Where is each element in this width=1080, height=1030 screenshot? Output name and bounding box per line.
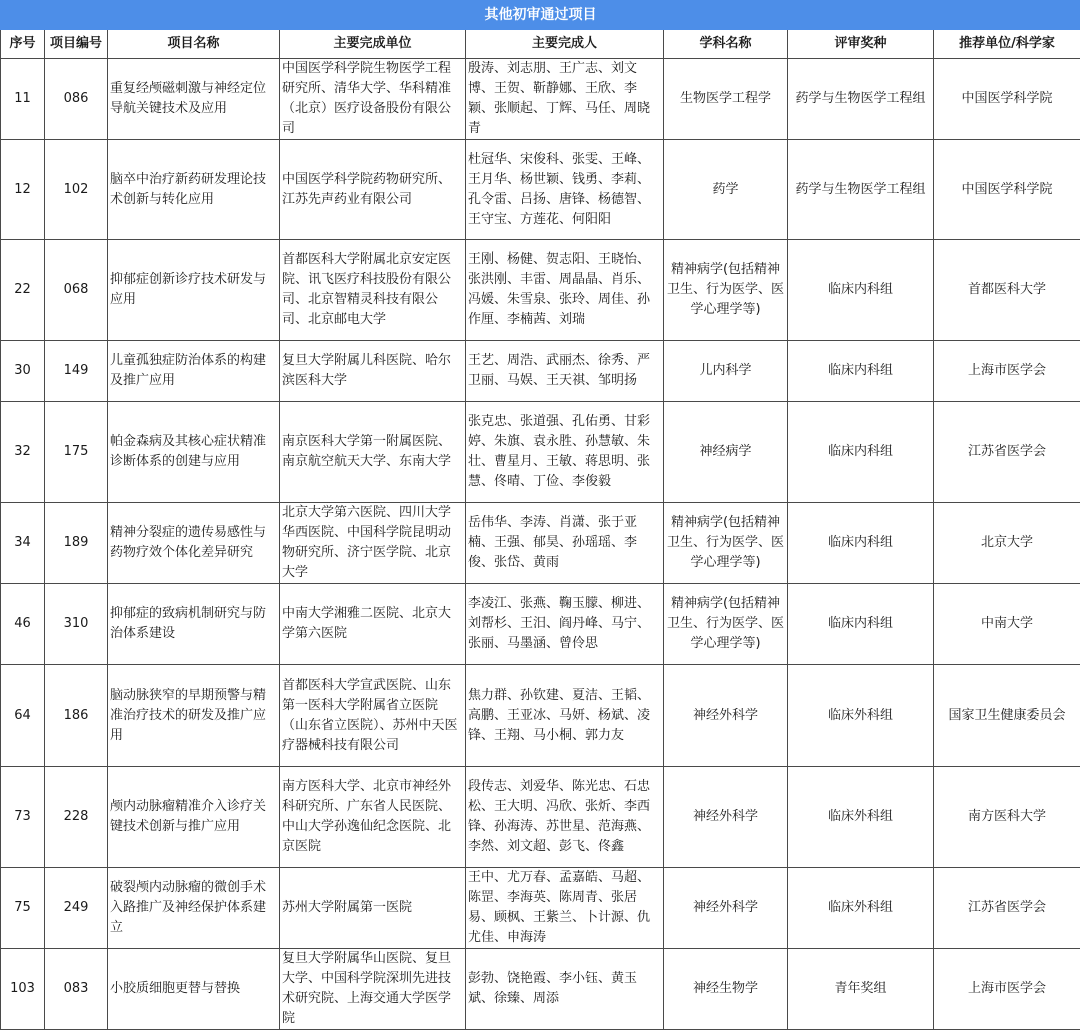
- table-body: [1, 59, 1080, 1030]
- cell-units: 复旦大学附属儿科医院、哈尔滨医科大学: [280, 341, 466, 402]
- cell-persons: 杜冠华、宋俊科、张雯、王峰、王月华、杨世颖、钱勇、李莉、孔令雷、吕扬、唐锋、杨德智、王守宝、方莲花、何阳阳: [466, 140, 664, 240]
- cell-discipline: 药学: [664, 140, 788, 240]
- title-row: [1, 1, 1080, 30]
- cell-code: 068: [45, 240, 108, 341]
- header-name: 项目名称: [108, 30, 280, 59]
- cell-name: 抑郁症的致病机制研究与防治体系建设: [108, 584, 280, 665]
- header-award: 评审奖种: [788, 30, 934, 59]
- header-code: 项目编号: [45, 30, 108, 59]
- cell-award: 临床内科组: [788, 240, 934, 341]
- cell-discipline: 神经生物学: [664, 949, 788, 1030]
- cell-discipline: 神经病学: [664, 402, 788, 503]
- cell-persons: 王中、尤万春、孟嘉皓、马超、陈罡、李海英、陈周青、张居易、顾枫、王紫兰、卜计源、仇尤佳、申海涛: [466, 868, 664, 949]
- header-discipline: 学科名称: [664, 30, 788, 59]
- cell-units: 北京大学第六医院、四川大学华西医院、中国科学院昆明动物研究所、济宁医学院、北京大学: [280, 503, 466, 584]
- cell-seq: 103: [1, 949, 45, 1030]
- cell-award: 临床外科组: [788, 767, 934, 868]
- cell-discipline: 精神病学(包括精神卫生、行为医学、医学心理学等): [664, 503, 788, 584]
- cell-persons: 李凌江、张燕、鞠玉朦、柳进、刘帮杉、王汨、阎丹峰、马宁、张丽、马墨涵、曾伶思: [466, 584, 664, 665]
- table-row: [1, 949, 1080, 1030]
- cell-seq: 22: [1, 240, 45, 341]
- cell-award: 青年奖组: [788, 949, 934, 1030]
- cell-discipline: 精神病学(包括精神卫生、行为医学、医学心理学等): [664, 584, 788, 665]
- cell-code: 189: [45, 503, 108, 584]
- cell-award: 临床外科组: [788, 665, 934, 767]
- cell-persons: 段传志、刘爱华、陈光忠、石忠松、王大明、冯欣、张炘、李西锋、孙海涛、苏世星、范海燕、李然、刘文超、彭飞、佟鑫: [466, 767, 664, 868]
- cell-seq: 75: [1, 868, 45, 949]
- cell-persons: 张克忠、张道强、孔佑勇、甘彩婷、朱旗、袁永胜、孙慧敏、朱壮、曹星月、王敏、蒋思明、张慧、佟晴、丁俭、李俊毅: [466, 402, 664, 503]
- table-row: [1, 240, 1080, 341]
- header-persons: 主要完成人: [466, 30, 664, 59]
- cell-persons: 王刚、杨健、贺志阳、王晓怡、张洪刚、丰雷、周晶晶、肖乐、冯媛、朱雪泉、张玲、周佳、孙作厘、李楠茜、刘瑞: [466, 240, 664, 341]
- cell-name: 帕金森病及其核心症状精准诊断体系的创建与应用: [108, 402, 280, 503]
- cell-seq: 30: [1, 341, 45, 402]
- cell-units: 南方医科大学、北京市神经外科研究所、广东省人民医院、中山大学孙逸仙纪念医院、北京医院: [280, 767, 466, 868]
- cell-seq: 34: [1, 503, 45, 584]
- cell-name: 小胶质细胞更替与替换: [108, 949, 280, 1030]
- table-title: 其他初审通过项目: [1, 1, 1080, 30]
- cell-units: 苏州大学附属第一医院: [280, 868, 466, 949]
- table-row: [1, 140, 1080, 240]
- cell-award: 临床内科组: [788, 402, 934, 503]
- header-recommender: 推荐单位/科学家: [934, 30, 1080, 59]
- cell-award: 临床内科组: [788, 584, 934, 665]
- cell-name: 抑郁症创新诊疗技术研发与应用: [108, 240, 280, 341]
- cell-name: 颅内动脉瘤精准介入诊疗关键技术创新与推广应用: [108, 767, 280, 868]
- table-row: [1, 503, 1080, 584]
- cell-code: 186: [45, 665, 108, 767]
- cell-award: 临床内科组: [788, 503, 934, 584]
- cell-name: 重复经颅磁刺激与神经定位导航关键技术及应用: [108, 59, 280, 140]
- table-row: [1, 402, 1080, 503]
- cell-recommender: 首都医科大学: [934, 240, 1080, 341]
- cell-recommender: 北京大学: [934, 503, 1080, 584]
- cell-seq: 12: [1, 140, 45, 240]
- cell-recommender: 上海市医学会: [934, 341, 1080, 402]
- cell-code: 175: [45, 402, 108, 503]
- header-units: 主要完成单位: [280, 30, 466, 59]
- cell-code: 102: [45, 140, 108, 240]
- cell-persons: 王艺、周浩、武丽杰、徐秀、严卫丽、马娱、王天祺、邹明扬: [466, 341, 664, 402]
- cell-persons: 彭勃、饶艳霞、李小钰、黄玉斌、徐臻、周添: [466, 949, 664, 1030]
- cell-persons: 焦力群、孙钦建、夏洁、王韬、高鹏、王亚冰、马妍、杨斌、凌锋、王翔、马小桐、郭力友: [466, 665, 664, 767]
- table-row: [1, 665, 1080, 767]
- cell-units: 复旦大学附属华山医院、复旦大学、中国科学院深圳先进技术研究院、上海交通大学医学院: [280, 949, 466, 1030]
- cell-units: 中国医学科学院药物研究所、江苏先声药业有限公司: [280, 140, 466, 240]
- cell-discipline: 神经外科学: [664, 767, 788, 868]
- cell-discipline: 神经外科学: [664, 665, 788, 767]
- cell-seq: 11: [1, 59, 45, 140]
- cell-units: 首都医科大学宣武医院、山东第一医科大学附属省立医院（山东省立医院）、苏州中天医疗器械科技有限公司: [280, 665, 466, 767]
- cell-discipline: 神经外科学: [664, 868, 788, 949]
- table-row: [1, 341, 1080, 402]
- cell-award: 临床内科组: [788, 341, 934, 402]
- cell-name: 脑卒中治疗新药研发理论技术创新与转化应用: [108, 140, 280, 240]
- header-row: [1, 30, 1080, 59]
- cell-units: 南京医科大学第一附属医院、南京航空航天大学、东南大学: [280, 402, 466, 503]
- cell-code: 249: [45, 868, 108, 949]
- cell-code: 228: [45, 767, 108, 868]
- cell-recommender: 上海市医学会: [934, 949, 1080, 1030]
- cell-name: 脑动脉狭窄的早期预警与精准治疗技术的研发及推广应用: [108, 665, 280, 767]
- cell-recommender: 中南大学: [934, 584, 1080, 665]
- cell-seq: 32: [1, 402, 45, 503]
- cell-name: 儿童孤独症防治体系的构建及推广应用: [108, 341, 280, 402]
- table-row: [1, 584, 1080, 665]
- table-row: [1, 59, 1080, 140]
- cell-recommender: 江苏省医学会: [934, 402, 1080, 503]
- cell-code: 310: [45, 584, 108, 665]
- cell-code: 083: [45, 949, 108, 1030]
- cell-persons: 岳伟华、李涛、肖潇、张于亚楠、王强、郁昊、孙瑶瑶、李俊、张岱、黄雨: [466, 503, 664, 584]
- table-row: [1, 868, 1080, 949]
- cell-code: 149: [45, 341, 108, 402]
- cell-recommender: 中国医学科学院: [934, 59, 1080, 140]
- header-seq: 序号: [1, 30, 45, 59]
- cell-award: 药学与生物医学工程组: [788, 140, 934, 240]
- cell-seq: 46: [1, 584, 45, 665]
- cell-discipline: 儿内科学: [664, 341, 788, 402]
- cell-units: 中南大学湘雅二医院、北京大学第六医院: [280, 584, 466, 665]
- cell-seq: 64: [1, 665, 45, 767]
- cell-award: 药学与生物医学工程组: [788, 59, 934, 140]
- cell-award: 临床外科组: [788, 868, 934, 949]
- cell-recommender: 中国医学科学院: [934, 140, 1080, 240]
- cell-units: 首都医科大学附属北京安定医院、讯飞医疗科技股份有限公司、北京智精灵科技有限公司、北京邮电大学: [280, 240, 466, 341]
- cell-recommender: 国家卫生健康委员会: [934, 665, 1080, 767]
- cell-name: 破裂颅内动脉瘤的微创手术入路推广及神经保护体系建立: [108, 868, 280, 949]
- cell-persons: 殷涛、刘志朋、王广志、刘文博、王贺、靳静娜、王欣、李颖、张顺起、丁辉、马任、周晓青: [466, 59, 664, 140]
- cell-name: 精神分裂症的遗传易感性与药物疗效个体化差异研究: [108, 503, 280, 584]
- table-row: [1, 767, 1080, 868]
- cell-discipline: 精神病学(包括精神卫生、行为医学、医学心理学等): [664, 240, 788, 341]
- cell-code: 086: [45, 59, 108, 140]
- cell-discipline: 生物医学工程学: [664, 59, 788, 140]
- cell-units: 中国医学科学院生物医学工程研究所、清华大学、华科精准（北京）医疗设备股份有限公司: [280, 59, 466, 140]
- cell-seq: 73: [1, 767, 45, 868]
- cell-recommender: 江苏省医学会: [934, 868, 1080, 949]
- cell-recommender: 南方医科大学: [934, 767, 1080, 868]
